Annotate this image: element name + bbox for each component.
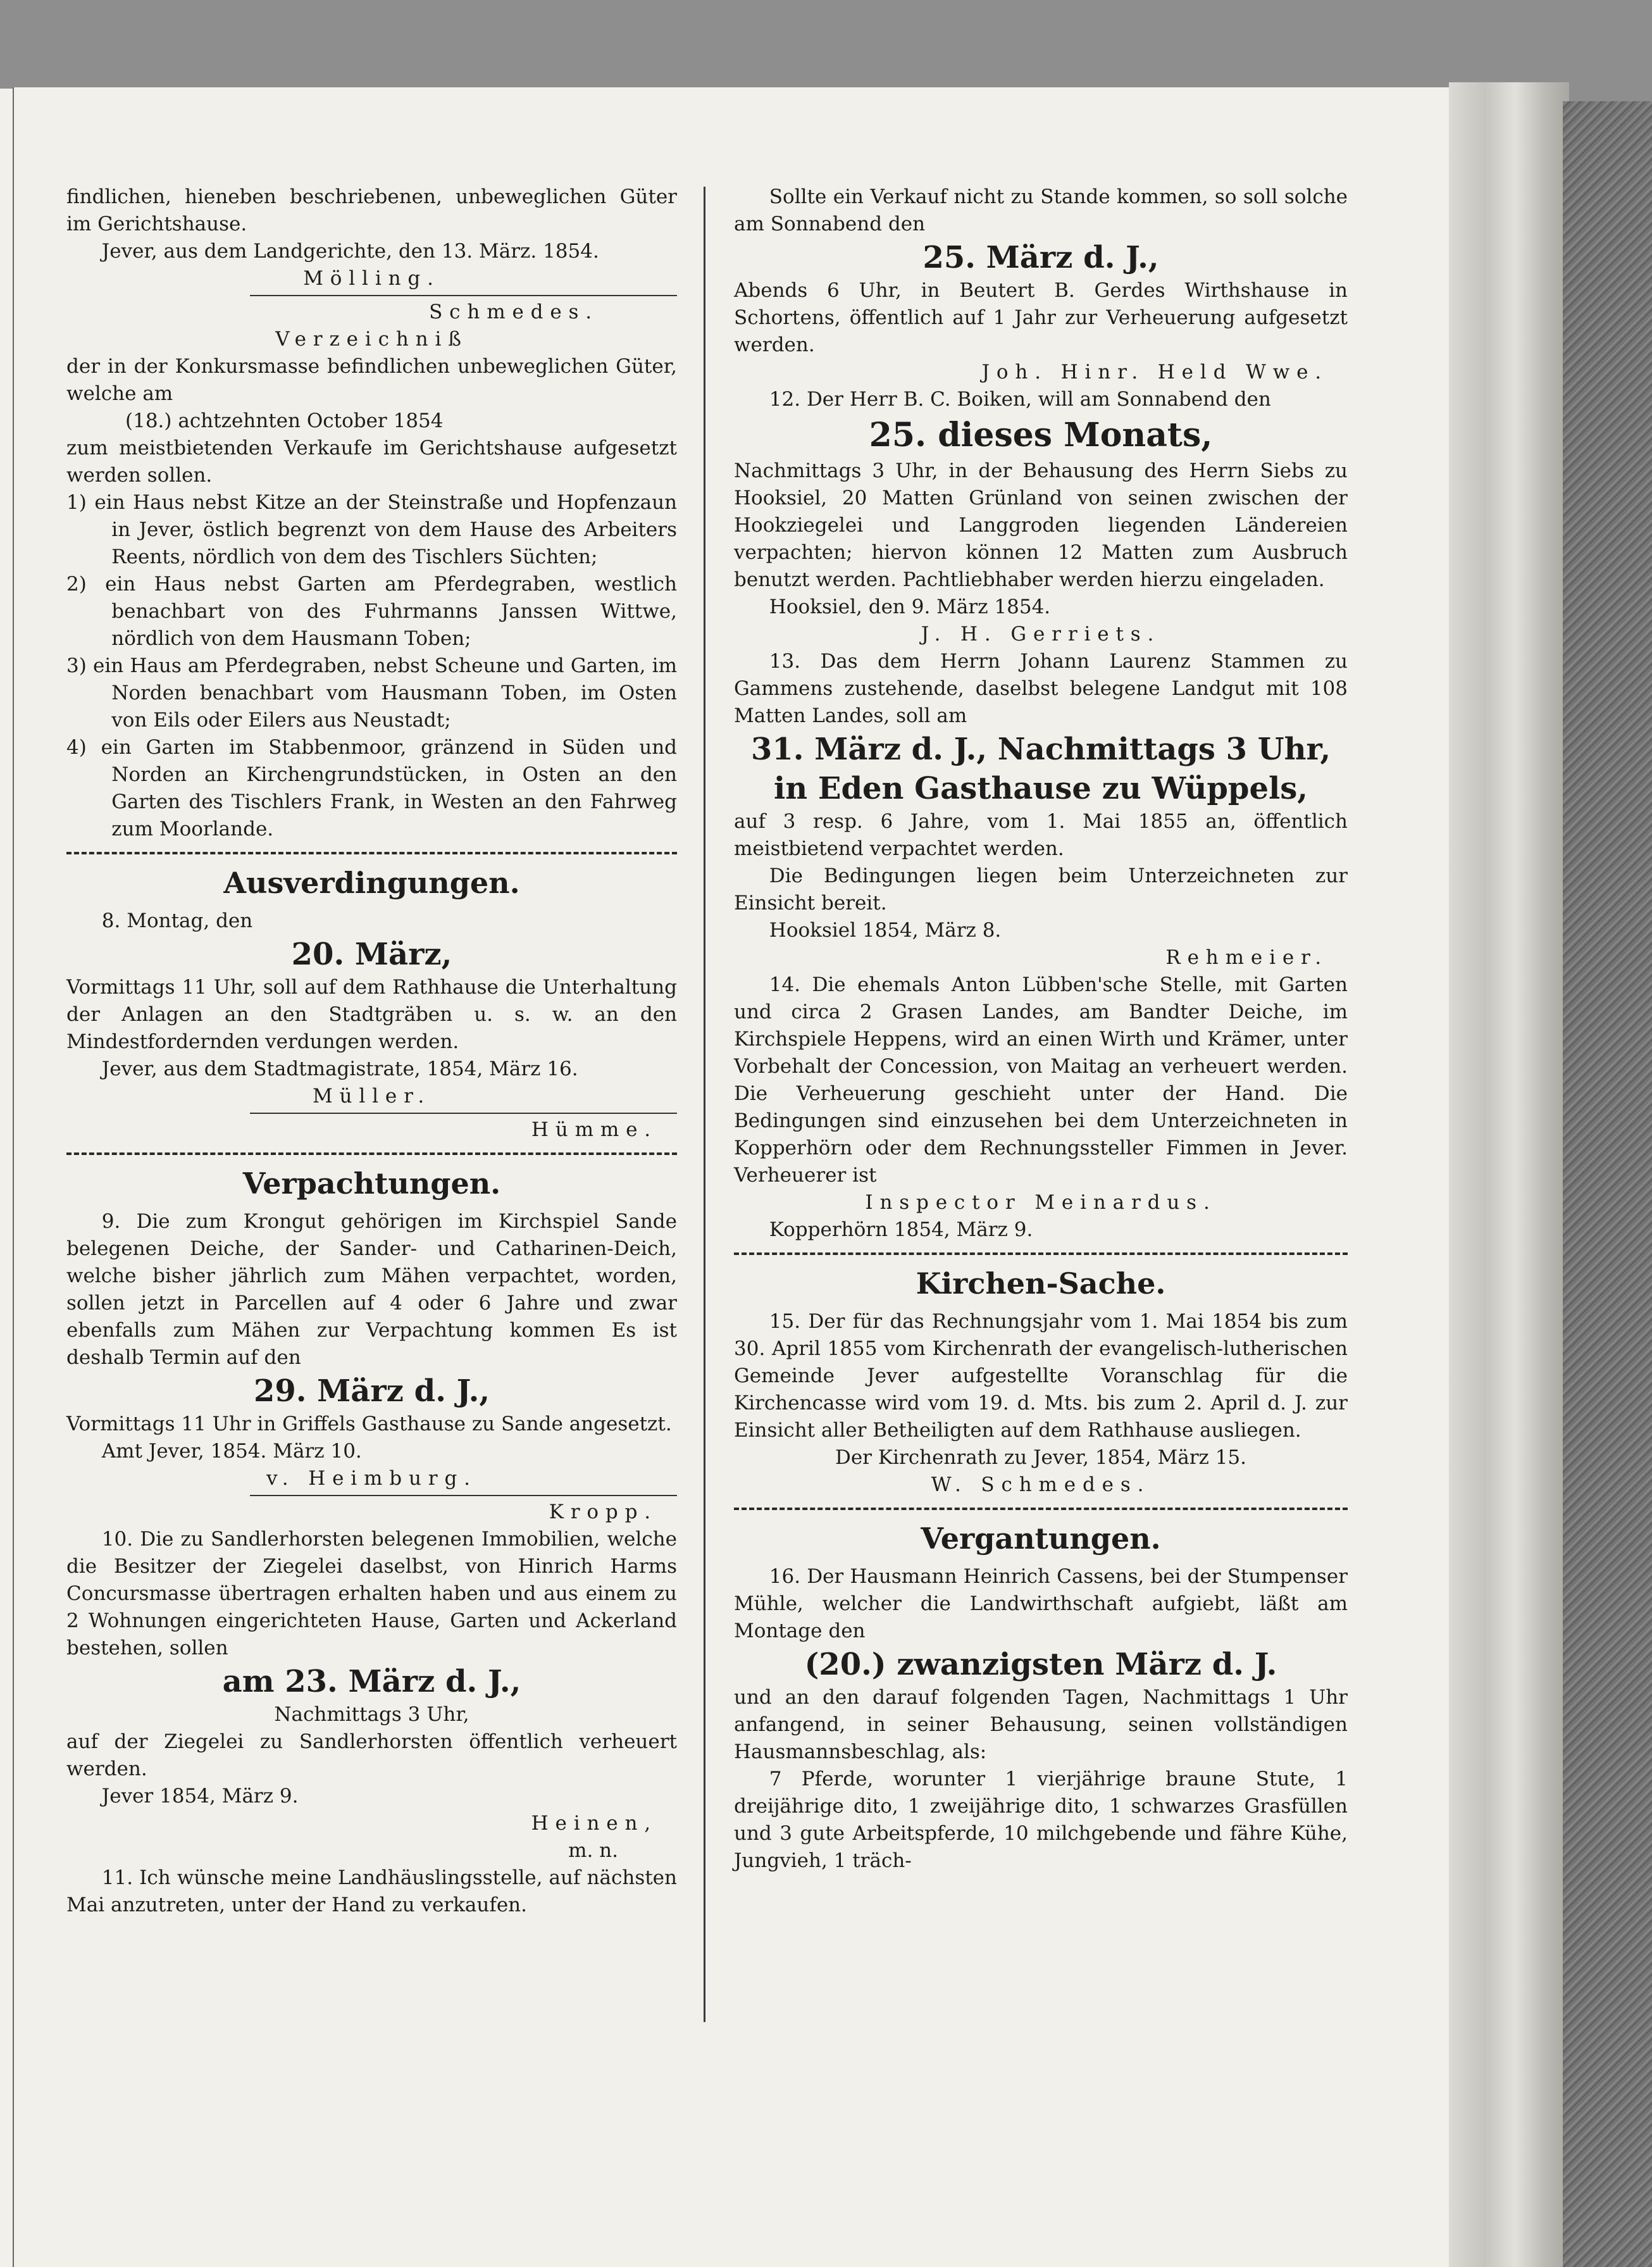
signature: Mölling. bbox=[303, 267, 440, 290]
signature-rule bbox=[250, 1113, 678, 1114]
signature: Hümme. bbox=[531, 1118, 657, 1141]
section-divider bbox=[734, 1252, 1348, 1255]
dateline: Jever 1854, März 9. bbox=[101, 1785, 299, 1808]
signature: Müller. bbox=[312, 1085, 432, 1108]
dateline: Hooksiel 1854, März 8. bbox=[769, 919, 1002, 942]
signature: Kropp. bbox=[549, 1501, 657, 1523]
section-divider bbox=[734, 1508, 1348, 1510]
notice-text: Nachmittags 3 Uhr, in der Behausung des Herrn Siebs zu Hooksiel, 20 Matten Grünland von seinen zwischen der Hookziegelei und Langgroden liegenden Ländereien verpachten; hiervon können 12 Matten zum Ausbruch benutzt werden. Pachtliebhaber werden hierzu eingeladen. bbox=[734, 459, 1348, 591]
list-item: 4) ein Garten im Stabbenmoor, gränzend in Süden und Norden an Kirchengrundstücken, in Osten an den Garten des Tischlers Frank, in Westen an den Fahrweg zum Moorlande. bbox=[66, 736, 677, 840]
signature: Inspector Meinardus. bbox=[865, 1191, 1217, 1214]
signature: Heinen, bbox=[531, 1812, 657, 1835]
signature: J. H. Gerriets. bbox=[921, 623, 1161, 646]
notice-text: 8. Montag, den bbox=[101, 909, 253, 932]
column-divider bbox=[704, 187, 705, 2022]
dateline: Jever, aus dem Landgerichte, den 13. März. 1854. bbox=[101, 240, 599, 263]
page-fore-edge bbox=[1449, 82, 1569, 2267]
section-divider bbox=[66, 852, 677, 854]
notice-text: auf 3 resp. 6 Jahre, vom 1. Mai 1855 an, öffentlich meistbietend verpachtet werden. bbox=[734, 810, 1348, 860]
notice-text: 13. Das dem Herrn Johann Laurenz Stammen zu Gammens zustehende, daselbst belegene Landgut mit 108 Matten Landes, soll am bbox=[734, 650, 1348, 727]
dateline: Jever, aus dem Stadtmagistrate, 1854, März 16. bbox=[101, 1058, 578, 1080]
signature: v. Heimburg. bbox=[266, 1467, 477, 1490]
list-intro-2: zum meistbietenden Verkaufe im Gerichtshause aufgesetzt werden sollen. bbox=[66, 437, 677, 487]
notice-text: 15. Der für das Rechnungsjahr vom 1. Mai 1854 bis zum 30. April 1855 vom Kirchenrath der evangelisch-lutherischen Gemeinde Jever aufgestellte Voranschlag für die Kirchencasse wird vom 19. d. Mts. bis zum 2. April d. J. zur Einsicht aller Betheiligten auf dem Rathhause ausliegen. bbox=[734, 1310, 1348, 1442]
notice-text: Vormittags 11 Uhr in Griffels Gasthause zu Sande angesetzt. bbox=[66, 1413, 672, 1435]
notice-text: 12. Der Herr B. C. Boiken, will am Sonnabend den bbox=[769, 388, 1271, 411]
dateline: Der Kirchenrath zu Jever, 1854, März 15. bbox=[835, 1446, 1247, 1469]
notice-text: 14. Die ehemals Anton Lübben'sche Stelle, mit Garten und circa 2 Grasen Landes, am Bandter Deiche, im Kirchspiele Heppens, wird an einen Wirth und Krämer, unter Vorbehalt der Concession, von Maitag an verheuert werden. Die Verheuerung geschieht unter der Hand. Die Bedingungen sind einzusehen bei dem Unterzeichneten in Kopperhörn oder dem Rechnungssteller Fimmen in Jever. Verheuerer ist bbox=[734, 973, 1348, 1187]
intro-text: findlichen, hieneben beschriebenen, unbeweglichen Güter im Gerichtshause. bbox=[66, 185, 677, 235]
notice-text: Vormittags 11 Uhr, soll auf dem Rathhause die Unterhaltung der Anlagen an den Stadtgräben u. s. w. an den Mindestfordernden verdungen werden. bbox=[66, 976, 677, 1053]
notice-text: und an den darauf folgenden Tagen, Nachmittags 1 Uhr anfangend, in seiner Behausung, seinen vollständigen Hausmannsbeschlag, als: bbox=[734, 1686, 1348, 1763]
signature: W. Schmedes. bbox=[931, 1473, 1151, 1496]
list-item: 1) ein Haus nebst Kitze an der Steinstraße und Hopfenzaun in Jever, östlich begrenzt von dem Hause des Arbeiters Reents, nördlich von dem des Tischlers Süchten; bbox=[66, 491, 677, 568]
notice-date: am 23. März d. J., bbox=[222, 1664, 521, 1699]
notice-text: auf der Ziegelei zu Sandlerhorsten öffentlich verheuert werden. bbox=[66, 1730, 677, 1780]
signature: Schmedes. bbox=[429, 301, 599, 323]
signature-rule bbox=[250, 1495, 678, 1496]
list-intro: der in der Konkursmasse befindlichen unbeweglichen Güter, welche am bbox=[66, 355, 677, 405]
dateline: Kopperhörn 1854, März 9. bbox=[769, 1218, 1033, 1241]
notice-date: 29. März d. J., bbox=[253, 1373, 490, 1409]
notice-text: 7 Pferde, worunter 1 vierjährige braune Stute, 1 dreijährige dito, 1 zweijährige dito, 1 schwarzes Grasfüllen und 3 gute Arbeitspferde, 10 milchgebende und fähre Kühe, Jungvieh, 1 träch- bbox=[734, 1768, 1348, 1872]
notice-date: 25. März d. J., bbox=[922, 240, 1159, 275]
dateline: Hooksiel, den 9. März 1854. bbox=[769, 596, 1051, 618]
notice-time: Nachmittags 3 Uhr, bbox=[274, 1703, 469, 1726]
signature-rule bbox=[250, 295, 678, 296]
list-item: 2) ein Haus nebst Garten am Pferdegraben, westlich benachbart von des Fuhrmanns Janssen Wittwe, nördlich von dem Hausmann Toben; bbox=[66, 573, 677, 650]
signature: Joh. Hinr. Held Wwe. bbox=[981, 361, 1328, 384]
dateline: Amt Jever, 1854. März 10. bbox=[101, 1440, 362, 1463]
list-title: Verzeichniß bbox=[275, 328, 468, 351]
auction-date: (18.) achtzehnten October 1854 bbox=[125, 409, 444, 432]
notice-text: Die Bedingungen liegen beim Unterzeichneten zur Einsicht bereit. bbox=[734, 865, 1348, 915]
notice-text: 11. Ich wünsche meine Landhäuslingsstelle, auf nächsten Mai anzutreten, unter der Hand zu verkaufen. bbox=[66, 1866, 677, 1916]
section-heading: Ausverdingungen. bbox=[223, 866, 520, 900]
notice-text: Abends 6 Uhr, in Beutert B. Gerdes Wirthshause in Schortens, öffentlich auf 1 Jahr zur Verheuerung aufgesetzt werden. bbox=[734, 279, 1348, 356]
section-heading: Vergantungen. bbox=[921, 1521, 1161, 1556]
notice-date: 25. dieses Monats, bbox=[869, 416, 1213, 454]
left-column bbox=[66, 184, 677, 1919]
signature: Rehmeier. bbox=[1165, 946, 1328, 969]
notice-text: Sollte ein Verkauf nicht zu Stande kommen, so soll solche am Sonnabend den bbox=[734, 185, 1348, 235]
notice-text: 9. Die zum Krongut gehörigen im Kirchspiel Sande belegenen Deiche, der Sander- und Catharinen-Deich, welche bisher jährlich zum Mähen verpachtet, worden, sollen jetzt in Parcellen auf 4 oder 6 Jahre und zwar ebenfalls zum Mähen zur Verpachtung kommen Es ist deshalb Termin auf den bbox=[66, 1210, 677, 1369]
signature: m. n. bbox=[568, 1839, 618, 1862]
right-column bbox=[734, 184, 1348, 1875]
notice-date: 20. März, bbox=[291, 937, 452, 972]
section-heading: Verpachtungen. bbox=[242, 1166, 501, 1201]
notice-date: (20.) zwanzigsten März d. J. bbox=[804, 1647, 1277, 1682]
notice-date: 31. März d. J., Nachmittags 3 Uhr, in Eden Gasthause zu Wüppels, bbox=[750, 732, 1331, 806]
book-binding bbox=[1563, 101, 1652, 2267]
notice-text: 10. Die zu Sandlerhorsten belegenen Immobilien, welche die Besitzer der Ziegelei daselbst, von Hinrich Harms Concursmasse übertragen erhalten haben und aus einem zu 2 Wohnungen eingerichteten Hause, Garten und Ackerland bestehen, sollen bbox=[66, 1528, 677, 1659]
list-item: 3) ein Haus am Pferdegraben, nebst Scheune und Garten, im Norden benachbart vom Hausmann Toben, im Osten von Eils oder Eilers aus Neustadt; bbox=[66, 654, 677, 732]
section-heading: Kirchen-Sache. bbox=[916, 1266, 1166, 1301]
section-divider bbox=[66, 1152, 677, 1155]
notice-text: 16. Der Hausmann Heinrich Cassens, bei der Stumpenser Mühle, welcher die Landwirthschaft aufgiebt, läßt am Montage den bbox=[734, 1565, 1348, 1642]
